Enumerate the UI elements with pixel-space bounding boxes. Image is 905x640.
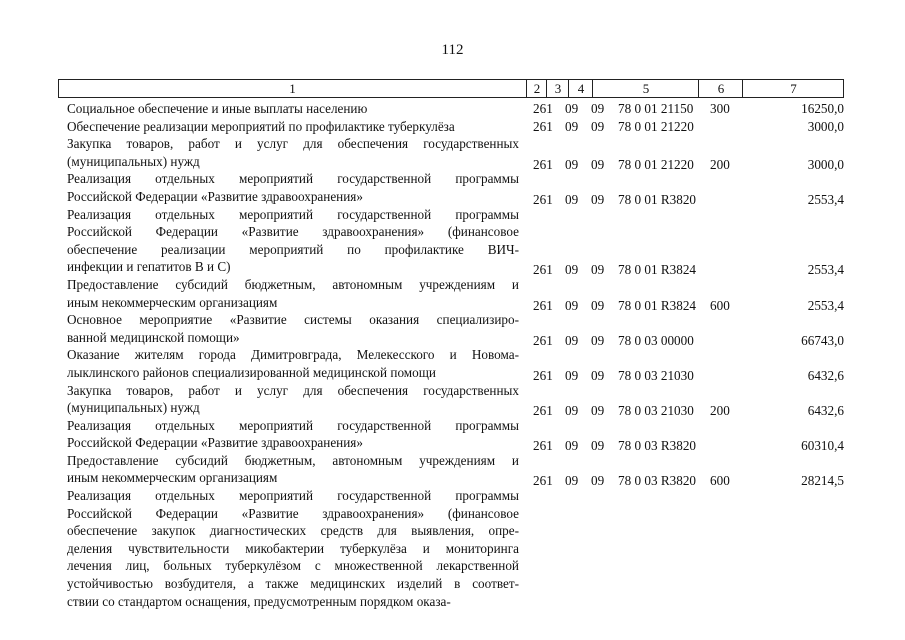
row-name <box>67 170 519 205</box>
code-c4: 09 <box>591 262 605 278</box>
code-c2: 261 <box>533 118 553 134</box>
code-c3: 09 <box>565 156 579 172</box>
code-c2: 261 <box>533 156 553 172</box>
row-name-line: обеспечение реализации мероприятий по профилактике ВИЧ- <box>67 241 519 257</box>
row-name-line: Предоставление субсидий бюджетным, автономным учреждениям и <box>67 452 519 468</box>
code-c2: 261 <box>533 438 553 454</box>
row-name-line: Реализация отдельных мероприятий государственной программы <box>67 417 519 433</box>
code-c4: 09 <box>591 332 605 348</box>
code-c7: 66743,0 <box>801 332 844 348</box>
table-row <box>0 417 905 452</box>
header-col-4: 4 <box>568 80 593 97</box>
code-c2: 261 <box>533 191 553 207</box>
code-c3: 09 <box>565 297 579 313</box>
row-name-line: иным некоммерческим организациям <box>67 294 278 310</box>
row-name-line: ванной медицинской помощи» <box>67 329 240 345</box>
code-c2: 261 <box>533 262 553 278</box>
row-name <box>67 382 519 417</box>
row-name-line: Реализация отдельных мероприятий государственной программы <box>67 171 519 187</box>
code-c7: 28214,5 <box>801 473 844 489</box>
code-c2: 261 <box>533 297 553 313</box>
code-c5: 78 0 01 21150 <box>618 101 694 116</box>
row-name-line: лечения лиц, больных туберкулёзом с множественной лекарственной <box>67 558 519 574</box>
code-c7: 2553,4 <box>807 262 844 278</box>
table-row <box>0 276 905 311</box>
code-c5: 78 0 03 R3820 <box>618 473 697 489</box>
table-row <box>0 346 905 381</box>
table-row <box>0 206 905 276</box>
row-name <box>67 135 519 170</box>
code-c4: 09 <box>591 438 605 454</box>
row-name <box>67 346 519 381</box>
row-name-line: Закупка товаров, работ и услуг для обеспечения государственных <box>67 382 519 398</box>
code-c6: 300 <box>710 101 730 116</box>
code-c4: 09 <box>591 297 605 313</box>
table-row <box>0 382 905 417</box>
code-c5: 78 0 03 21030 <box>618 367 694 383</box>
code-c5: 78 0 03 R3820 <box>618 438 697 454</box>
row-name-line: Предоставление субсидий бюджетным, автономным учреждениям и <box>67 276 519 292</box>
row-name-line: ствии со стандартом оснащения, предусмотренным порядком оказа- <box>67 593 451 609</box>
row-name-line: (муниципальных) нужд <box>67 400 200 416</box>
code-c3: 09 <box>565 367 579 383</box>
code-c2: 261 <box>533 332 553 348</box>
row-name-line: Оказание жителям города Димитровграда, Мелекесского и Новома- <box>67 347 519 363</box>
code-c2: 261 <box>533 473 553 489</box>
row-name <box>67 311 519 346</box>
code-c7: 6432,6 <box>807 367 844 383</box>
code-c5: 78 0 03 21030 <box>618 403 694 419</box>
code-c5: 78 0 03 00000 <box>618 332 694 348</box>
code-c5: 78 0 01 21220 <box>618 118 694 134</box>
row-name-line: Реализация отдельных мероприятий государственной программы <box>67 206 519 222</box>
table-row <box>0 100 905 118</box>
row-name <box>67 118 519 136</box>
code-c2: 261 <box>533 101 553 116</box>
code-c4: 09 <box>591 118 605 134</box>
row-name <box>67 206 519 276</box>
code-c3: 09 <box>565 101 579 116</box>
table-row <box>0 311 905 346</box>
code-c3: 09 <box>565 191 579 207</box>
code-c6: 200 <box>710 156 730 172</box>
row-name-line: инфекции и гепатитов В и С) <box>67 259 231 275</box>
table-row <box>0 452 905 487</box>
code-c5: 78 0 01 R3824 <box>618 297 697 313</box>
row-name-line: Социальное обеспечение и иные выплаты населению <box>67 101 368 116</box>
code-c3: 09 <box>565 438 579 454</box>
row-name-line: устойчивостью возбудителя, а также медицинских изделий в соответ- <box>67 576 519 592</box>
code-c2: 261 <box>533 403 553 419</box>
code-c7: 3000,0 <box>807 118 844 134</box>
code-c4: 09 <box>591 473 605 489</box>
row-name <box>67 487 519 610</box>
header-col-1: 1 <box>289 81 296 96</box>
header-col-7: 7 <box>742 80 844 97</box>
code-c6: 600 <box>710 473 730 489</box>
page-number: 112 <box>441 42 464 58</box>
table-header <box>58 79 844 98</box>
table-row <box>0 118 905 136</box>
code-c3: 09 <box>565 473 579 489</box>
row-name-line: иным некоммерческим организациям <box>67 470 278 486</box>
row-name-line: Реализация отдельных мероприятий государственной программы <box>67 488 519 504</box>
code-c7: 3000,0 <box>807 156 844 172</box>
code-c3: 09 <box>565 403 579 419</box>
row-name-line: Российской Федерации «Развитие здравоохранения» (финансовое <box>67 505 519 521</box>
code-c2: 261 <box>533 367 553 383</box>
row-name <box>67 452 519 487</box>
code-c5: 78 0 01 R3820 <box>618 191 697 207</box>
code-c4: 09 <box>591 191 605 207</box>
code-c4: 09 <box>591 403 605 419</box>
table-row <box>0 487 905 610</box>
code-c3: 09 <box>565 332 579 348</box>
table-row <box>0 135 905 170</box>
table-row <box>0 170 905 205</box>
row-name-line: лыклинского районов специализированной медицинской помощи <box>67 364 436 380</box>
row-name-line: Обеспечение реализации мероприятий по профилактике туберкулёза <box>67 118 455 134</box>
row-name-line: Основное мероприятие «Развитие системы оказания специализиро- <box>67 312 519 328</box>
header-col-2: 2 <box>526 80 547 97</box>
row-name <box>67 100 519 118</box>
code-c7: 6432,6 <box>807 403 844 419</box>
header-col-5: 5 <box>592 80 699 97</box>
code-c7: 16250,0 <box>801 101 844 116</box>
row-name <box>67 276 519 311</box>
code-c4: 09 <box>591 156 605 172</box>
code-c4: 09 <box>591 101 605 116</box>
table-body <box>0 100 905 610</box>
header-col-3: 3 <box>546 80 569 97</box>
row-name-line: Российской Федерации «Развитие здравоохранения» <box>67 188 363 204</box>
row-name-line: (муниципальных) нужд <box>67 153 200 169</box>
code-c3: 09 <box>565 262 579 278</box>
code-c5: 78 0 01 R3824 <box>618 262 697 278</box>
row-name-line: деления чувствительности микобактерии туберкулёза и мониторинга <box>67 540 519 556</box>
row-name-line: Российской Федерации «Развитие здравоохранения» (финансовое <box>67 224 519 240</box>
row-name-line: обеспечение закупок диагностических средств для выявления, опре- <box>67 523 519 539</box>
code-c6: 600 <box>710 297 730 313</box>
code-c4: 09 <box>591 367 605 383</box>
row-name-line: Российской Федерации «Развитие здравоохранения» <box>67 435 363 451</box>
row-name-line: Закупка товаров, работ и услуг для обеспечения государственных <box>67 136 519 152</box>
code-c7: 2553,4 <box>807 191 844 207</box>
code-c7: 2553,4 <box>807 297 844 313</box>
code-c3: 09 <box>565 118 579 134</box>
code-c6: 200 <box>710 403 730 419</box>
code-c7: 60310,4 <box>801 438 844 454</box>
header-col-6: 6 <box>698 80 743 97</box>
code-c5: 78 0 01 21220 <box>618 156 694 172</box>
row-name <box>67 417 519 452</box>
